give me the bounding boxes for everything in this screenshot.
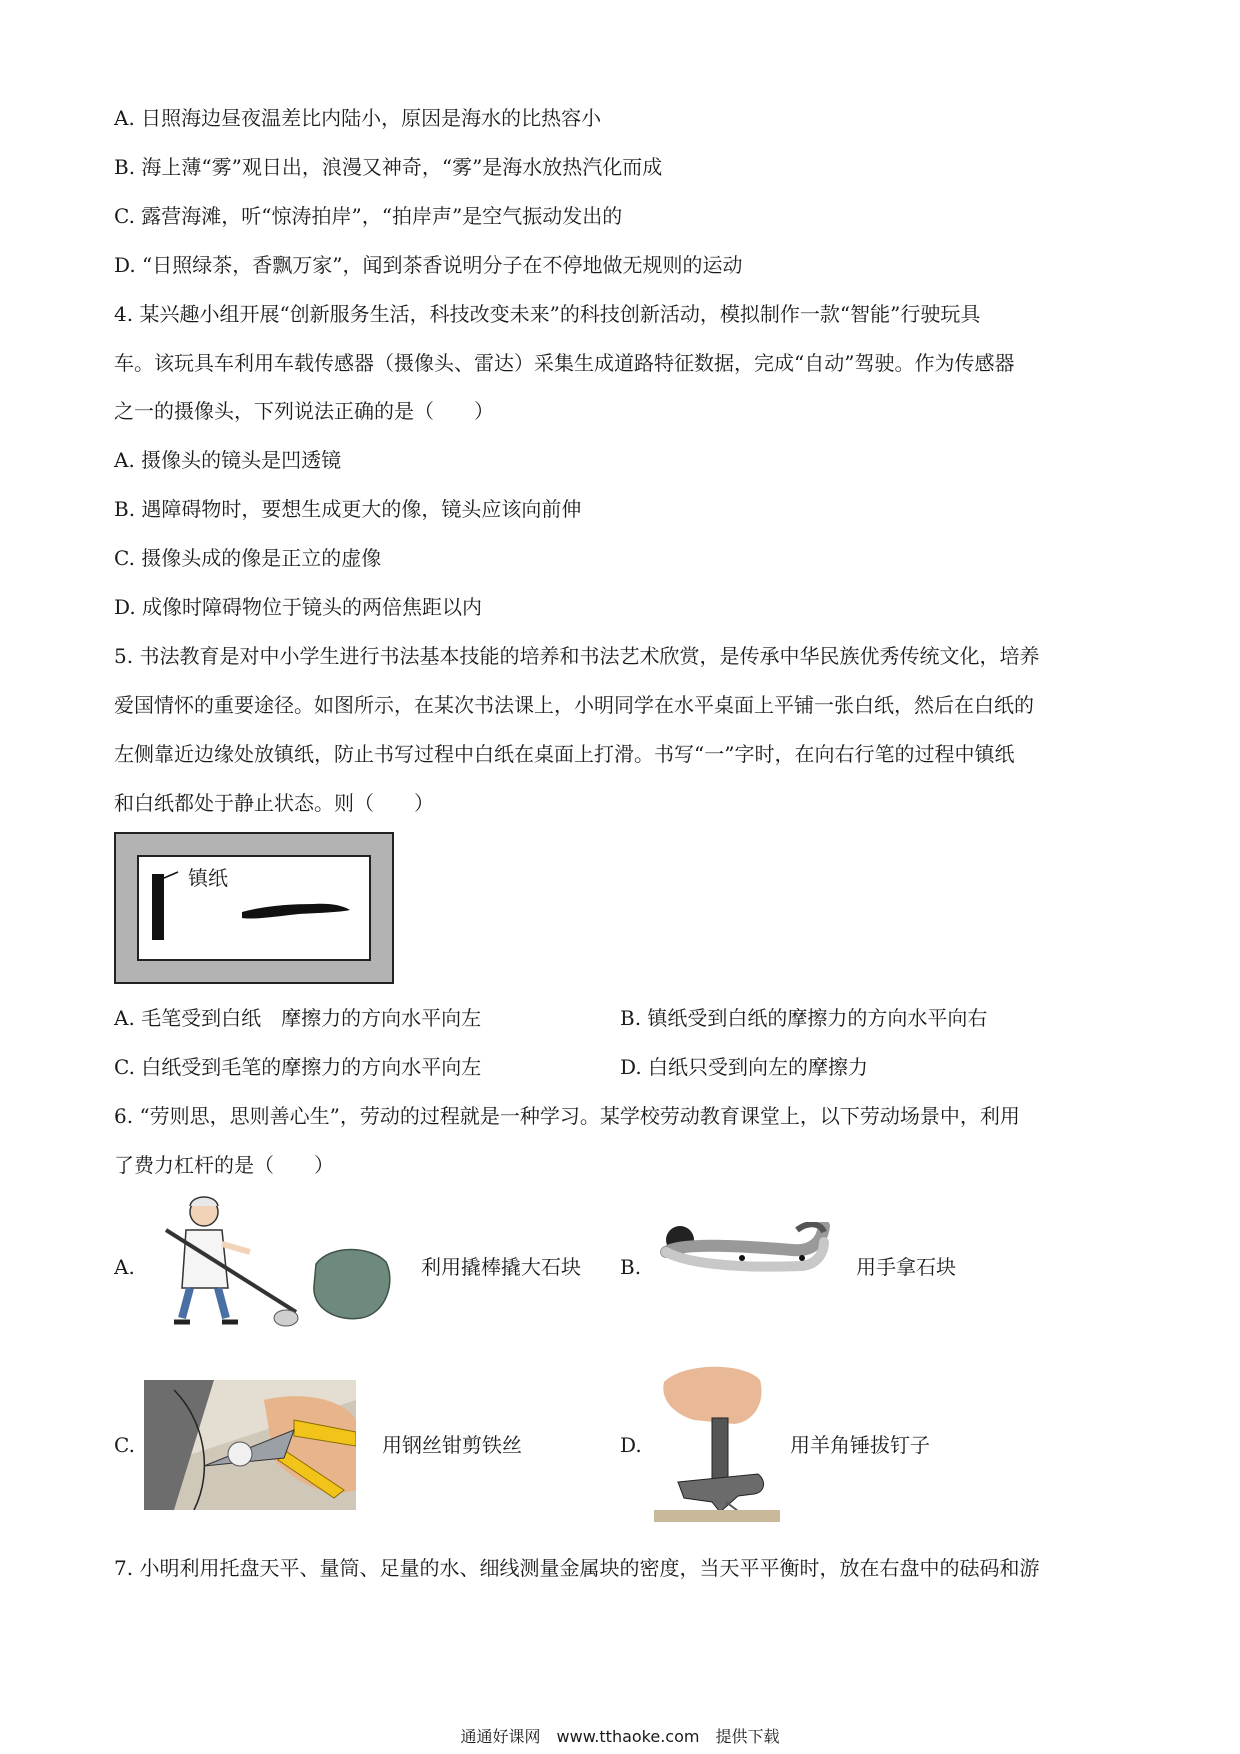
- q3-option-a: A. 日照海边昼夜温差比内陆小，原因是海水的比热容小: [114, 106, 602, 130]
- q6-option-d-letter: D.: [620, 1433, 642, 1457]
- q4-stem-line-2: 车。该玩具车利用车载传感器（摄像头、雷达）采集生成道路特征数据，完成“自动”驾驶。作为传感器: [114, 351, 1015, 375]
- q5-calligraphy-figure: [114, 832, 394, 984]
- q5-option-a: A. 毛笔受到白纸 摩擦力的方向水平向左: [114, 1006, 482, 1030]
- desk-paper-diagram: [114, 832, 394, 984]
- q6-option-b-caption: 用手拿石块: [856, 1255, 956, 1279]
- q6-option-a-letter: A.: [114, 1255, 135, 1279]
- q5-stem-line-2: 爱国情怀的重要途径。如图所示，在某次书法课上，小明同学在水平桌面上平铺一张白纸，然后在白纸的: [114, 693, 1034, 717]
- q6-option-b-letter: B.: [620, 1255, 642, 1279]
- page-footer: 通通好课网 www.tthaoke.com 提供下载: [460, 1727, 780, 1746]
- crowbar-illustration: [146, 1190, 396, 1330]
- pliers-photo: [144, 1380, 356, 1510]
- q5-option-b: B. 镇纸受到白纸的摩擦力的方向水平向右: [620, 1006, 988, 1030]
- forearm-illustration: [652, 1222, 832, 1298]
- q3-option-b: B. 海上薄“雾”观日出，浪漫又神奇，“雾”是海水放热汽化而成: [114, 155, 663, 179]
- q5-stem-line-1: 5. 书法教育是对中小学生进行书法基本技能的培养和书法艺术欣赏，是传承中华民族优秀传统文化，培养: [114, 644, 1040, 668]
- q5-option-c: C. 白纸受到毛笔的摩擦力的方向水平向左: [114, 1055, 482, 1079]
- q5-stem-line-4: 和白纸都处于静止状态。则（ ）: [114, 791, 434, 815]
- q4-option-b: B. 遇障碍物时，要想生成更大的像，镜头应该向前伸: [114, 497, 582, 521]
- q6-stem-line-2: 了费力杠杆的是（ ）: [114, 1153, 334, 1177]
- paperweight-icon: [152, 874, 164, 940]
- hammer-photo: [654, 1362, 780, 1522]
- q4-option-d: D. 成像时障碍物位于镜头的两倍焦距以内: [114, 595, 483, 619]
- q6-option-d-caption: 用羊角锤拔钉子: [790, 1433, 930, 1457]
- q4-stem-line-3: 之一的摄像头，下列说法正确的是（ ）: [114, 399, 494, 423]
- q5-stem-line-3: 左侧靠近边缘处放镇纸，防止书写过程中白纸在桌面上打滑。书写“一”字时，在向右行笔的过程中镇纸: [114, 742, 1015, 766]
- q6-option-c-letter: C.: [114, 1433, 135, 1457]
- q5-option-d: D. 白纸只受到向左的摩擦力: [620, 1055, 869, 1079]
- q4-option-a: A. 摄像头的镜头是凹透镜: [114, 448, 342, 472]
- q3-option-d: D. “日照绿茶，香飘万家”，闻到茶香说明分子在不停地做无规则的运动: [114, 253, 743, 277]
- q7-stem-line-1: 7. 小明利用托盘天平、量筒、足量的水、细线测量金属块的密度，当天平平衡时，放在右盘中的砝码和游: [114, 1556, 1040, 1580]
- q4-stem-line-1: 4. 某兴趣小组开展“创新服务生活，科技改变未来”的科技创新活动，模拟制作一款“智能”行驶玩具: [114, 302, 981, 326]
- q3-option-c: C. 露营海滩，听“惊涛拍岸”，“拍岸声”是空气振动发出的: [114, 204, 623, 228]
- q6-stem-line-1: 6. “劳则思，思则善心生”，劳动的过程就是一种学习。某学校劳动教育课堂上，以下劳动场景中，利用: [114, 1104, 1020, 1128]
- q6-option-a-caption: 利用撬棒撬大石块: [421, 1255, 581, 1279]
- paperweight-label: 镇纸: [188, 866, 228, 890]
- q4-option-c: C. 摄像头成的像是正立的虚像: [114, 546, 382, 570]
- q6-option-c-caption: 用钢丝钳剪铁丝: [382, 1433, 522, 1457]
